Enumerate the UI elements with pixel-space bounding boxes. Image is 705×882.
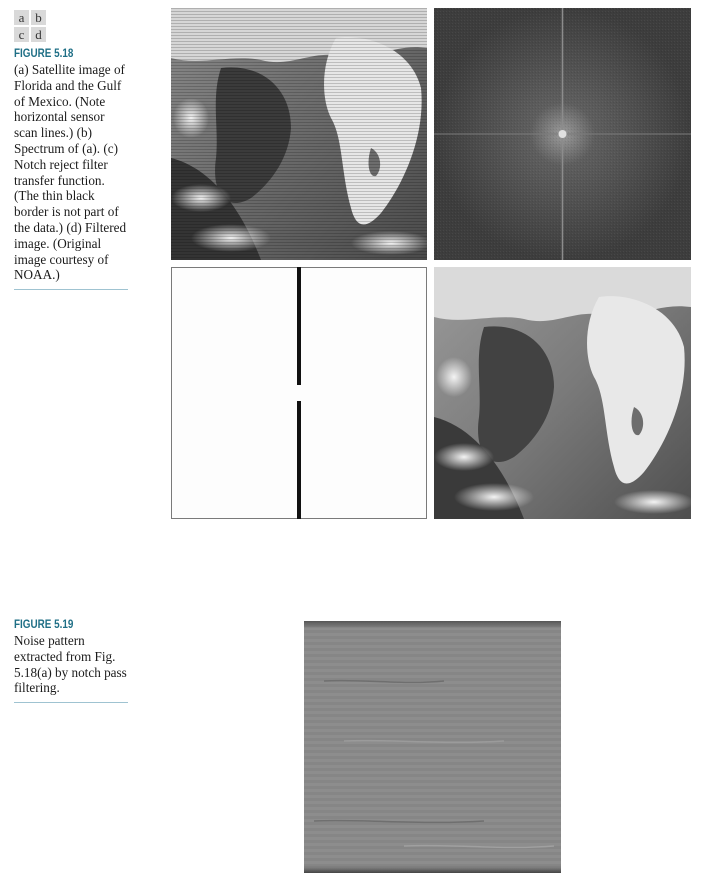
noise-pattern-graphic (304, 621, 561, 873)
filtered-image-graphic (434, 267, 691, 519)
spectrum-graphic (434, 8, 691, 260)
panel-index-b: b (31, 10, 46, 25)
caption-divider (14, 702, 128, 703)
panel-d-filtered-image (434, 267, 691, 519)
panel-b-spectrum (434, 8, 691, 260)
panel-a-satellite-image (171, 8, 427, 260)
panel-index-a: a (14, 10, 29, 25)
satellite-image-graphic (171, 8, 427, 260)
figure-5-18-label: FIGURE 5.18 (14, 48, 74, 60)
figure-5-19-caption (14, 619, 128, 703)
figure-5-18-caption (14, 48, 128, 290)
panel-index-d: d (31, 27, 46, 42)
panel-c-notch-filter (171, 267, 427, 519)
figure-5-19-caption-text: Noise pattern extracted from Fig. 5.18(a) by notch pass filtering. (14, 633, 127, 696)
figure-5-18-caption-text: (a) Satellite image of Florida and the Gulf of Mexico. (Note horizontal sensor scan lines.) (b) Spectrum of (a). (c) Notch reject filter transfer function. (The thin black border is not part of the data.) (d) Filtered image. (Original image courtesy of NOAA.) (14, 62, 127, 283)
panel-index-c: c (14, 27, 29, 42)
caption-divider (14, 289, 128, 290)
notch-filter-graphic (171, 267, 427, 519)
figure-5-19-label: FIGURE 5.19 (14, 619, 74, 631)
noise-pattern-image (304, 621, 561, 873)
panel-index-grid (14, 10, 46, 42)
